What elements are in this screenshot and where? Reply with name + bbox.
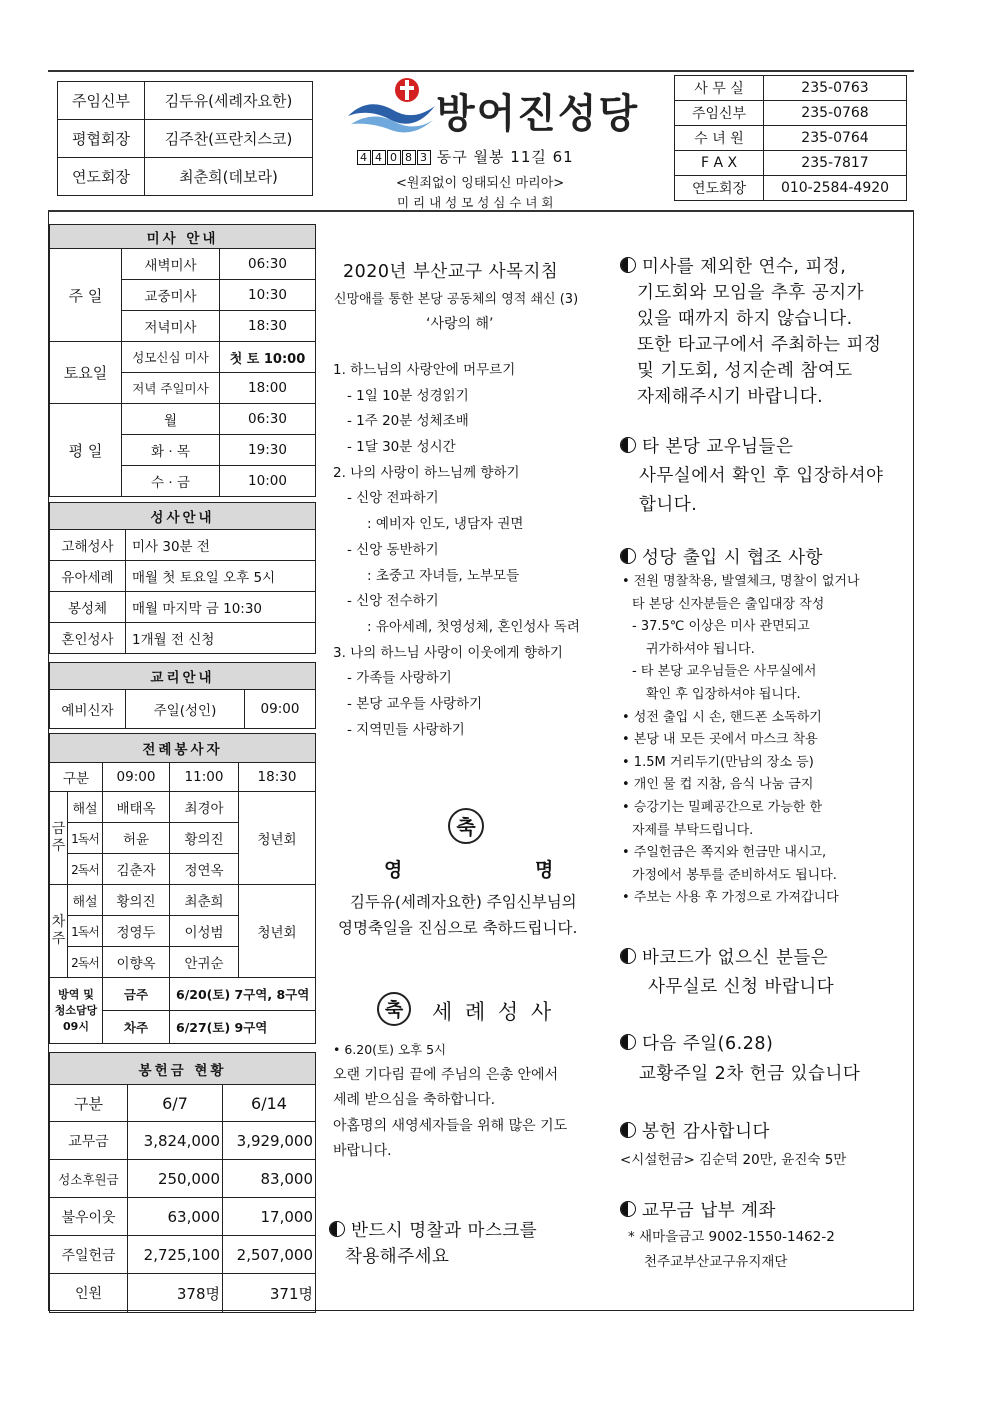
notice-line: 자제를 부탁드립니다.: [632, 822, 754, 838]
pastoral-item: 1. 하느님의 사랑안에 머무르기: [333, 362, 516, 378]
feast-line: 김두유(세례자요한) 주임신부님의: [350, 893, 577, 911]
pastoral-item: : 예비자 인도, 냉담자 권면: [367, 516, 524, 533]
sacrament-name: 고해성사: [50, 530, 126, 561]
notice-line: 천주교부산교구유지재단: [644, 1254, 788, 1270]
pastoral-item: - 1일 10분 성경읽기: [347, 387, 469, 404]
baptism-line: 오랜 기다림 끝에 주님의 은총 안에서: [333, 1066, 559, 1083]
pastoral-item: 2. 나의 사랑이 하느님께 향하기: [333, 464, 520, 481]
doctrine-table: [49, 662, 316, 729]
staff-table: [57, 81, 313, 196]
contact-label: F A X: [675, 151, 764, 176]
pastoral-list: [333, 357, 613, 742]
notice-line: • 1.5M 거리두기(만남의 장소 등): [622, 754, 814, 770]
notice-line: 귀가하셔야 됩니다.: [646, 641, 755, 657]
sacrament-section-title: 성사안내: [50, 503, 316, 530]
mass-time: 19:30: [220, 435, 316, 466]
baptism-line: 아홉명의 새영세자들을 위해 많은 기도: [333, 1117, 568, 1134]
notice-line: • 전원 명찰착용, 발열체크, 명찰이 없거나: [622, 574, 860, 589]
notice-7: [620, 1197, 910, 1275]
emblem-text: 축: [456, 815, 476, 839]
week-label-text: 차주: [51, 914, 66, 947]
notice-line: 미사를 제외한 연수, 피정,: [642, 257, 847, 277]
half-circle-bullet-icon: [620, 1201, 636, 1217]
cleaning-detail: 6/20(토) 7구역, 8구역: [170, 978, 316, 1011]
volunteer: 최경아: [170, 792, 239, 823]
notice-line: 바코드가 없으신 분들은: [642, 948, 829, 968]
postal-code-boxes: 4 4 0 8 3: [357, 150, 431, 165]
contact-label: 수 녀 원: [675, 126, 764, 151]
mass-name: 저녁 주일미사: [122, 373, 220, 404]
baptism-line: 바랍니다.: [333, 1143, 392, 1159]
notice-line: 자제해주시기 바랍니다.: [637, 387, 824, 407]
liturgy-head: 11:00: [170, 763, 239, 792]
sacrament-name: 봉성체: [50, 592, 126, 623]
cleaning-detail: 6/27(토) 9구역: [170, 1011, 316, 1044]
volunteer: 이성범: [170, 916, 239, 947]
notice-line: - 37.5℃ 이상은 미사 관면되고: [632, 619, 810, 635]
notice-4: [620, 944, 910, 1002]
mass-name: 성모신심 미사: [122, 342, 220, 373]
mass-name: 화 · 목: [122, 435, 220, 466]
notice-line: • 승강기는 밀폐공간으로 가능한 한: [622, 799, 823, 815]
volunteer: 허윤: [103, 823, 170, 854]
week-label: [50, 792, 68, 885]
half-circle-bullet-icon: [329, 1221, 345, 1237]
contact-number: 235-0763: [764, 76, 907, 101]
week-label-text: 금주: [51, 821, 66, 854]
offering-name: 불우이웃: [50, 1198, 128, 1236]
liturgy-head: 구분: [50, 763, 103, 792]
notice-1: [620, 254, 910, 410]
notice-line: * 새마을금고 9002-1550-1462-2: [628, 1229, 835, 1245]
staff-name: 김두유(세례자요한): [145, 82, 313, 120]
contact-number: 010-2584-4920: [764, 176, 907, 201]
contact-number: 235-7817: [764, 151, 907, 176]
notice-line: • 성전 출입 시 손, 핸드폰 소독하기: [622, 709, 822, 725]
mass-name: 교중미사: [122, 280, 220, 311]
offering-head: 구분: [50, 1085, 128, 1122]
motto: <원죄없이 잉태되신 마리아>: [396, 176, 565, 191]
offering-amount: 3,929,000: [223, 1122, 316, 1160]
notice-line: 사무실에서 확인 후 입장하셔야: [639, 466, 884, 486]
pastoral-item: - 1달 30분 성시간: [347, 439, 456, 456]
pastoral-item: - 신앙 전파하기: [347, 490, 439, 507]
offering-name: 성소후원금: [50, 1160, 128, 1198]
mass-day: 주 일: [50, 249, 122, 342]
role: 해설: [68, 885, 103, 916]
mass-name: 새벽미사: [122, 249, 220, 280]
notice-title: 교무금 납부 계좌: [642, 1201, 776, 1221]
doctrine-time-label: 주일(성인): [126, 690, 245, 729]
contact-label: 연도회장: [675, 176, 764, 201]
mask-notice: [329, 1218, 604, 1270]
staff-name: 최춘희(데보라): [145, 158, 313, 196]
notice-line: • 주일헌금은 쪽지와 헌금만 내시고,: [622, 845, 827, 861]
doctrine-time: 09:00: [245, 690, 316, 729]
pastoral-item: - 본당 교우들 사랑하기: [347, 695, 483, 712]
sacrament-table: [49, 502, 316, 654]
pastoral-item: - 1주 20분 성체조배: [347, 413, 469, 430]
mass-name: 수 · 금: [122, 466, 220, 497]
contact-table: [674, 75, 907, 201]
notice-line: • 개인 물 컵 지참, 음식 나눔 금지: [622, 777, 814, 793]
staff-role: 평협회장: [58, 120, 145, 158]
pastoral-title: 2020년 부산교구 사목지침: [343, 262, 559, 282]
offering-table: [49, 1052, 316, 1313]
liturgy-section-title: 전례봉사자: [50, 734, 316, 763]
emblem-text: 축: [384, 999, 404, 1021]
mass-time: 10:00: [220, 466, 316, 497]
offering-amount: 250,000: [128, 1160, 223, 1198]
pastoral-item: - 신앙 전수하기: [347, 593, 439, 610]
staff-role: 연도회장: [58, 158, 145, 196]
notice-5: [620, 1029, 910, 1089]
sacrament-detail: 매월 첫 토요일 오후 5시: [126, 561, 316, 592]
offering-amount: 63,000: [128, 1198, 223, 1236]
notice-line: 있을 때까지 하지 않습니다.: [637, 309, 853, 329]
volunteer-evening: 청년회: [239, 792, 316, 885]
week-label: [50, 885, 68, 978]
offering-section-title: 봉헌금 현황: [50, 1053, 316, 1085]
notice-3: [620, 545, 912, 910]
contact-label: 주임신부: [675, 101, 764, 126]
offering-name: 인원: [50, 1274, 128, 1313]
liturgy-head: 09:00: [103, 763, 170, 792]
notice-line: 타 본당 신자분들은 출입대장 작성: [632, 596, 825, 612]
offering-amount: 378명: [128, 1274, 223, 1313]
address-text: 동구 월봉 11길 61: [436, 148, 574, 166]
doctrine-label: 예비신자: [50, 690, 126, 729]
notice-line: • 주보는 사용 후 가정으로 가져갑니다: [622, 890, 839, 906]
sacrament-detail: 미사 30분 전: [126, 530, 316, 561]
offering-amount: 3,824,000: [128, 1122, 223, 1160]
notice-title: 성당 출입 시 협조 사항: [642, 548, 823, 568]
sacrament-name: 혼인성사: [50, 623, 126, 654]
baptism-line: 세례 받으심을 축하합니다.: [333, 1092, 496, 1108]
volunteer: 정영두: [103, 916, 170, 947]
notice-line: • 본당 내 모든 곳에서 마스크 착용: [622, 732, 818, 748]
volunteer: 정연옥: [170, 854, 239, 885]
half-circle-bullet-icon: [620, 257, 636, 273]
pastoral-item: - 가족들 사랑하기: [347, 670, 452, 687]
notice-line: 또한 타교구에서 주최하는 피정: [637, 335, 882, 355]
top-rule: [48, 70, 914, 72]
pastoral-item: : 초중고 자녀들, 노부모들: [367, 567, 520, 584]
notice-line: 확인 후 입장하셔야 됩니다.: [646, 686, 801, 702]
volunteer: 이향옥: [103, 947, 170, 978]
half-circle-bullet-icon: [620, 1034, 636, 1050]
mass-time: 10:30: [220, 280, 316, 311]
notice-line: 타 본당 교우님들은: [642, 437, 794, 457]
mass-name: 저녁미사: [122, 311, 220, 342]
sacrament-detail: 1개월 전 신청: [126, 623, 316, 654]
offering-head: 6/14: [223, 1085, 316, 1122]
notice-line: - 타 본당 교우님들은 사무실에서: [632, 664, 817, 680]
baptism-title: 세 례 성 사: [432, 1000, 555, 1024]
mass-time: 18:30: [220, 311, 316, 342]
pastoral-item: - 신앙 동반하기: [347, 541, 439, 558]
offering-amount: 2,507,000: [223, 1236, 316, 1274]
cleaning-week: 차주: [103, 1011, 170, 1044]
notice-line: 기도회와 모임을 추후 공지가: [637, 283, 865, 303]
mass-day: 평 일: [50, 404, 122, 497]
mass-name: 월: [122, 404, 220, 435]
feast-title-a: 영: [384, 859, 403, 881]
half-circle-bullet-icon: [620, 548, 636, 564]
baptism-line: • 6.20(토) 오후 5시: [333, 1042, 447, 1057]
offering-name: 교무금: [50, 1122, 128, 1160]
contact-label: 사 무 실: [675, 76, 764, 101]
mask-line: 착용해주세요: [345, 1247, 450, 1267]
cleaning-label: 방역 및 청소담당 09시: [50, 978, 103, 1044]
notice-line: 가정에서 봉투를 준비하셔도 됩니다.: [632, 867, 837, 883]
offering-amount: 371명: [223, 1274, 316, 1313]
staff-role: 주임신부: [58, 82, 145, 120]
volunteer: 배태옥: [103, 792, 170, 823]
notice-line: 및 기도회, 성지순례 참여도: [637, 361, 853, 381]
contact-number: 235-0768: [764, 101, 907, 126]
volunteer: 안귀순: [170, 947, 239, 978]
offering-name: 주일헌금: [50, 1236, 128, 1274]
role: 1독서: [68, 916, 103, 947]
baptism-body: [333, 1037, 608, 1165]
pastoral-item: 3. 나의 하느님 사랑이 이웃에게 향하기: [333, 644, 563, 661]
role: 해설: [68, 792, 103, 823]
notice-2: [620, 433, 910, 520]
volunteer-evening: 청년회: [239, 885, 316, 978]
address: [357, 146, 574, 167]
mass-day: 토요일: [50, 342, 122, 404]
pastoral-theme: ‘사랑의 해’: [426, 316, 494, 332]
doctrine-section-title: 교리안내: [50, 663, 316, 690]
staff-name: 김주찬(프란치스코): [145, 120, 313, 158]
half-circle-bullet-icon: [620, 948, 636, 964]
notice-line: <시설헌금> 김순덕 20만, 윤진숙 5만: [620, 1152, 847, 1168]
pastoral-item: : 유아세례, 첫영성체, 혼인성사 독려: [367, 618, 580, 635]
offering-head: 6/7: [128, 1085, 223, 1122]
offering-amount: 2,725,100: [128, 1236, 223, 1274]
baptism-emblem-icon: [377, 992, 411, 1026]
mass-time: 06:30: [220, 404, 316, 435]
contact-number: 235-0764: [764, 126, 907, 151]
notice-line: 사무실로 신청 바랍니다: [648, 977, 835, 997]
sacrament-name: 유아세례: [50, 561, 126, 592]
mass-time: 06:30: [220, 249, 316, 280]
volunteer: 황의진: [170, 823, 239, 854]
role: 2독서: [68, 947, 103, 978]
liturgy-head: 18:30: [239, 763, 316, 792]
notice-6: [620, 1118, 910, 1174]
liturgy-table: [49, 733, 316, 1044]
feast-title-b: 명: [535, 859, 554, 881]
offering-amount: 83,000: [223, 1160, 316, 1198]
mass-time: 첫 토 10:00: [220, 342, 316, 373]
mass-table: [49, 224, 316, 497]
mask-line: 반드시 명찰과 마스크를: [351, 1221, 538, 1241]
offering-amount: 17,000: [223, 1198, 316, 1236]
volunteer: 황의진: [103, 885, 170, 916]
convent-name: 미 리 내 성 모 성 심 수 녀 회: [397, 195, 554, 210]
pastoral-item: - 지역민들 사랑하기: [347, 721, 465, 738]
notice-line: 교황주일 2차 헌금 있습니다: [639, 1064, 861, 1084]
role: 1독서: [68, 823, 103, 854]
cleaning-week: 금주: [103, 978, 170, 1011]
pastoral-subtitle: 신망애를 통한 본당 공동체의 영적 쇄신 (3): [334, 292, 579, 307]
celebration-emblem-icon: [448, 808, 484, 844]
half-circle-bullet-icon: [620, 1122, 636, 1138]
notice-line: 다음 주일(6.28): [642, 1034, 774, 1054]
mass-section-title: 미사 안내: [50, 225, 316, 249]
parish-logo-icon: [343, 76, 438, 138]
mass-time: 18:00: [220, 373, 316, 404]
parish-name: 방어진성당: [436, 91, 640, 137]
notice-line: 합니다.: [639, 495, 698, 515]
volunteer: 김춘자: [103, 854, 170, 885]
half-circle-bullet-icon: [620, 437, 636, 453]
role: 2독서: [68, 854, 103, 885]
sacrament-detail: 매월 마지막 금 10:30: [126, 592, 316, 623]
volunteer: 최춘희: [170, 885, 239, 916]
notice-title: 봉헌 감사합니다: [642, 1122, 770, 1142]
feast-line: 영명축일을 진심으로 축하드립니다.: [338, 919, 578, 937]
